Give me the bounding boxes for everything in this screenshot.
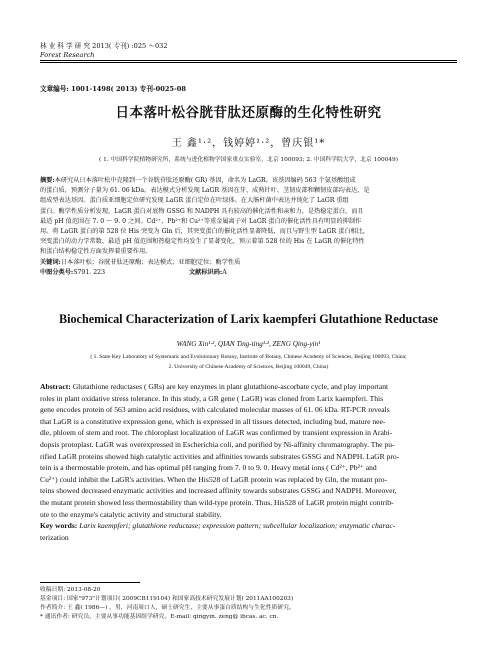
abstract-en-line: that LaGR is a constitutive expression gene, which is expressed in all tissues detected, including bud, mature nee- [40, 416, 386, 426]
keywords-cn: 日本落叶松；谷胱苷肽还原酶；表达模式；亚细胞定位；酶学性质 [60, 258, 241, 266]
abstract-label-cn: 摘要: [40, 177, 55, 184]
received-date: 收稿日期: 2013-08-20 [40, 587, 101, 593]
abstract-en-line: Cu²⁺) could inhibit the LaGR's activities. When the His528 of LaGR protein was replaced by Gln, the mutant pro- [40, 474, 388, 484]
abstract-en-line: Glutathione reductases ( GRs) are key enzymes in plant glutathione-ascorbate cycle, and play important [72, 382, 389, 391]
affiliation-english-2: 2. University of Chinese Academy of Sciences, Beijing 100049, China) [168, 364, 329, 370]
header-rule-bottom [40, 62, 457, 63]
journal-line: 林 业 科 学 研 究 2013( 专刊) :025 ～032 [40, 42, 168, 50]
fund-info: 基金项目: 国家"973"计划项目( 2009CB119104) 和国家高技术研究发展计划( 2011AA100203) [40, 596, 294, 602]
abstract-en-line: dle, phloem of stem and root. The chloroplast localization of LaGR was confirmed by transient expression in Arabi- [40, 428, 393, 438]
abstract-cn-line: 突变蛋白的动力学常数、最适 pH 值范围和热稳定性均发生了显著变化，预示着第 528 位的 His 在 LaGR 的催化特性 [40, 238, 365, 246]
header-rule-top [40, 60, 457, 61]
keywords-en-line: terization [40, 532, 69, 542]
abstract-en-line: the mutant protein showed less thermostability than wild-type protein. Thus, His528 of LaGR protein might contrib- [40, 497, 394, 507]
authors-english: WANG Xin¹·², QIAN Ting-ting¹·², ZENG Qing-yin¹ [176, 340, 321, 348]
clc-label: 中图分类号: [40, 268, 74, 276]
abstract-english [40, 381, 457, 543]
doc-code-label: 文献标识码: [188, 268, 223, 276]
abstract-cn-line: 组成型表达基因。蛋白质亚细胞定位研究发现 LaGR 蛋白定位在叶绿体。在大肠杆菌中表达并纯化了 LaGR 重组 [40, 197, 349, 205]
abstract-en-line: teins showed decreased enzymatic activities and increased affinity towards substrates GSSG and NADPH. Moreover, [40, 486, 397, 496]
abstract-cn-line: 蛋白。酶学性质分析发现，LaGR 蛋白对底物 GSSG 和 NADPH 具有较高的催化活性和亲和力，是热稳定蛋白，而且 [40, 207, 364, 215]
keywords-en-line: Larix kaempferi; glutathione reductase; expression pattern; subcellular localization; enzymatic charac- [79, 521, 396, 531]
article-number: 文章编号: 1001-1498( 2013) 专刊-0025-08 [40, 85, 186, 93]
keywords-label-cn: 关键词: [40, 258, 61, 266]
abstract-en-line: roles in plant oxidative stress tolerance. In this study, a GR gene ( LaGR) was cloned from Larix kaempferi. This [40, 393, 384, 403]
footnote-rule [40, 582, 140, 583]
abstract-en-line: ute to the enzyme's catalytic activity and structural stability. [40, 509, 222, 519]
abstract-en-line: gene encodes protein of 563 amino acid residues, with calculated molecular masses of 61. 06 kDa. RT-PCR reveals [40, 405, 390, 415]
affiliation-english-1: ( 1. State Key Laboratory of Systematic and Evolutionary Botany, Institute of Botany, Chinese Academy of Sciences, Beijing 100093, China; [90, 354, 407, 360]
abstract-chinese [40, 176, 457, 278]
clc-number: S791. 223 [73, 268, 106, 276]
authors-chinese: 王 鑫¹·²，钱婷婷¹·²，曾庆银¹* [171, 138, 326, 149]
abstract-en-line: tein is a thermostable protein, and has optimal pH ranging from 7. 0 to 9. 0. Heavy metal ions ( Cd²⁺, Pb²⁺ and [40, 463, 377, 473]
abstract-cn-line: 用。将 LaGR 蛋白的第 528 位 His 突变为 Gln 后，其突变蛋白的催化活性显著降低，而且与野生型 LaGR 蛋白相比， [40, 228, 370, 236]
corresponding-author: * 通讯作者: 研究员，主要从事功能基因组学研究。E-mail: qingyin. zeng@ ibcas. ac. cn. [40, 614, 279, 620]
abstract-cn-line: 本研究从日本落叶松中克隆到一个谷胱苷肽还原酶( GR) 基因，命名为 LaGR。该基因编码 563 个氨基酸组成 [54, 177, 356, 184]
abstract-en-line: rified LaGR proteins showed high catalytic activities and affinities towards substrates GSSG and NADPH. LaGR pro- [40, 451, 400, 461]
abstract-en-line: dopsis protoplast. LaGR was overexpressed in Escherichia coli, and purified by Ni-affinity chromatography. The pu- [40, 439, 395, 449]
title-chinese: 日本落叶松谷胱苷肽还原酶的生化特性研究 [115, 105, 382, 121]
footnotes [40, 586, 457, 622]
affiliation-chinese: ( 1. 中国科学院植物研究所，系统与进化植物学国家重点实验室，北京 100093; 2. 中国科学院大学，北京 100049) [99, 157, 398, 163]
doc-code: A [222, 268, 227, 276]
journal-english-name: Forest Research [40, 51, 95, 59]
abstract-label-en: Abstract: [40, 382, 71, 391]
keywords-label-en: Key words: [40, 521, 78, 531]
abstract-cn-line: 最适 pH 值范围在 7. 0 ～ 9. 0 之间。Cd²⁺、Pb²⁺和 Cu²⁺等重金属离子对 LaGR 蛋白的催化活性具有明显的抑制作 [40, 217, 362, 225]
title-english: Biochemical Characterization of Larix kaempferi Glutathione Reductase [58, 312, 439, 326]
abstract-cn-line: 和蛋白结构稳定性方面发挥着重要作用。 [40, 248, 152, 256]
abstract-cn-line: 的蛋白质，预测分子量为 61. 06 kDa。表达模式分析发现 LaGR 基因在芽、成熟针叶、茎韧皮部和颗韧皮部均表达，是 [40, 187, 370, 195]
author-bio: 作者简介: 王 鑫( 1986—) ，男，河南周口人，硕士研究生，主要从事蛋白质结构与生化性质研究。 [40, 605, 295, 611]
